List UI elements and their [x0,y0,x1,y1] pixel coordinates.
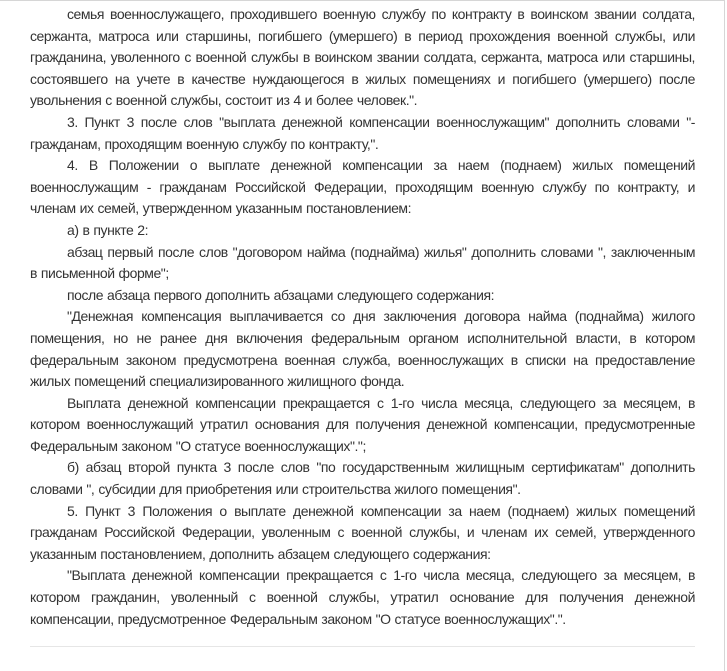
paragraph: "Денежная компенсация выплачивается со дня заключения договора найма (поднайма) жилого помещения, но не ранее дня включения федеральным органом исполнительной власти, в котором федеральным законом предусмотрена военная служба, военнослужащих в списки на предоставление жилых помещений специализированного жилищного фонда. [30,308,695,390]
paragraph: 4. В Положении о выплате денежной компенсации за наем (поднаем) жилых помещений военнослужащим - гражданам Российской Федерации, проходящим военную службу по контракту, и членам их семей, утвержденном указанным постановлением: [30,157,695,217]
paragraph: 3. Пункт 3 после слов "выплата денежной компенсации военнослужащим" дополнить словами "- гражданам, проходящим военную службу по контракту,". [30,113,695,152]
document-body [30,4,695,630]
paragraph: б) абзац второй пункта 3 после слов "по государственным жилищным сертификатам" дополнить словами ", субсидии для приобретения или строительства жилого помещения". [30,459,695,498]
paragraph: 5. Пункт 3 Положения о выплате денежной компенсации за наем (поднаем) жилых помещений гражданам Российской Федерации, уволенным с военной службы, и членам их семей, утвержденного указанным постановлением, дополнить абзацем следующего содержания: [30,502,695,562]
paragraph: а) в пункте 2: [67,221,149,238]
paragraph: Выплата денежной компенсации прекращается с 1-го числа месяца, следующего за месяцем, в котором военнослужащий утратил основания для получения денежной компенсации, предусмотренные Федеральным законом "О статусе военнослужащих"."; [30,394,695,454]
divider [30,646,695,647]
paragraph: после абзаца первого дополнить абзацами следующего содержания: [67,286,495,303]
paragraph: "Выплата денежной компенсации прекращается с 1-го числа месяца, следующего за месяцем, в котором гражданин, уволенный с военной службы, утратил основание для получения денежной компенсации, предусмотренное Федеральным законом "О статусе военнослужащих".". [30,567,695,627]
paragraph: абзац первый после слов "договором найма (поднайма) жилья" дополнить словами ", заключенным в письменной форме"; [30,243,695,282]
paragraph: семья военнослужащего, проходившего военную службу по контракту в воинском звании солдата, сержанта, матроса или старшины, погибшего (умершего) в период прохождения военной службы, или гражданина, уволенного с военной службы в воинском звании солдата, сержанта, матроса или старшины, состоявшего на учете в качестве нуждающегося в жилых помещениях и погибшего (умершего) после увольнения с военной службы, состоит из 4 и более человек.". [30,6,695,109]
